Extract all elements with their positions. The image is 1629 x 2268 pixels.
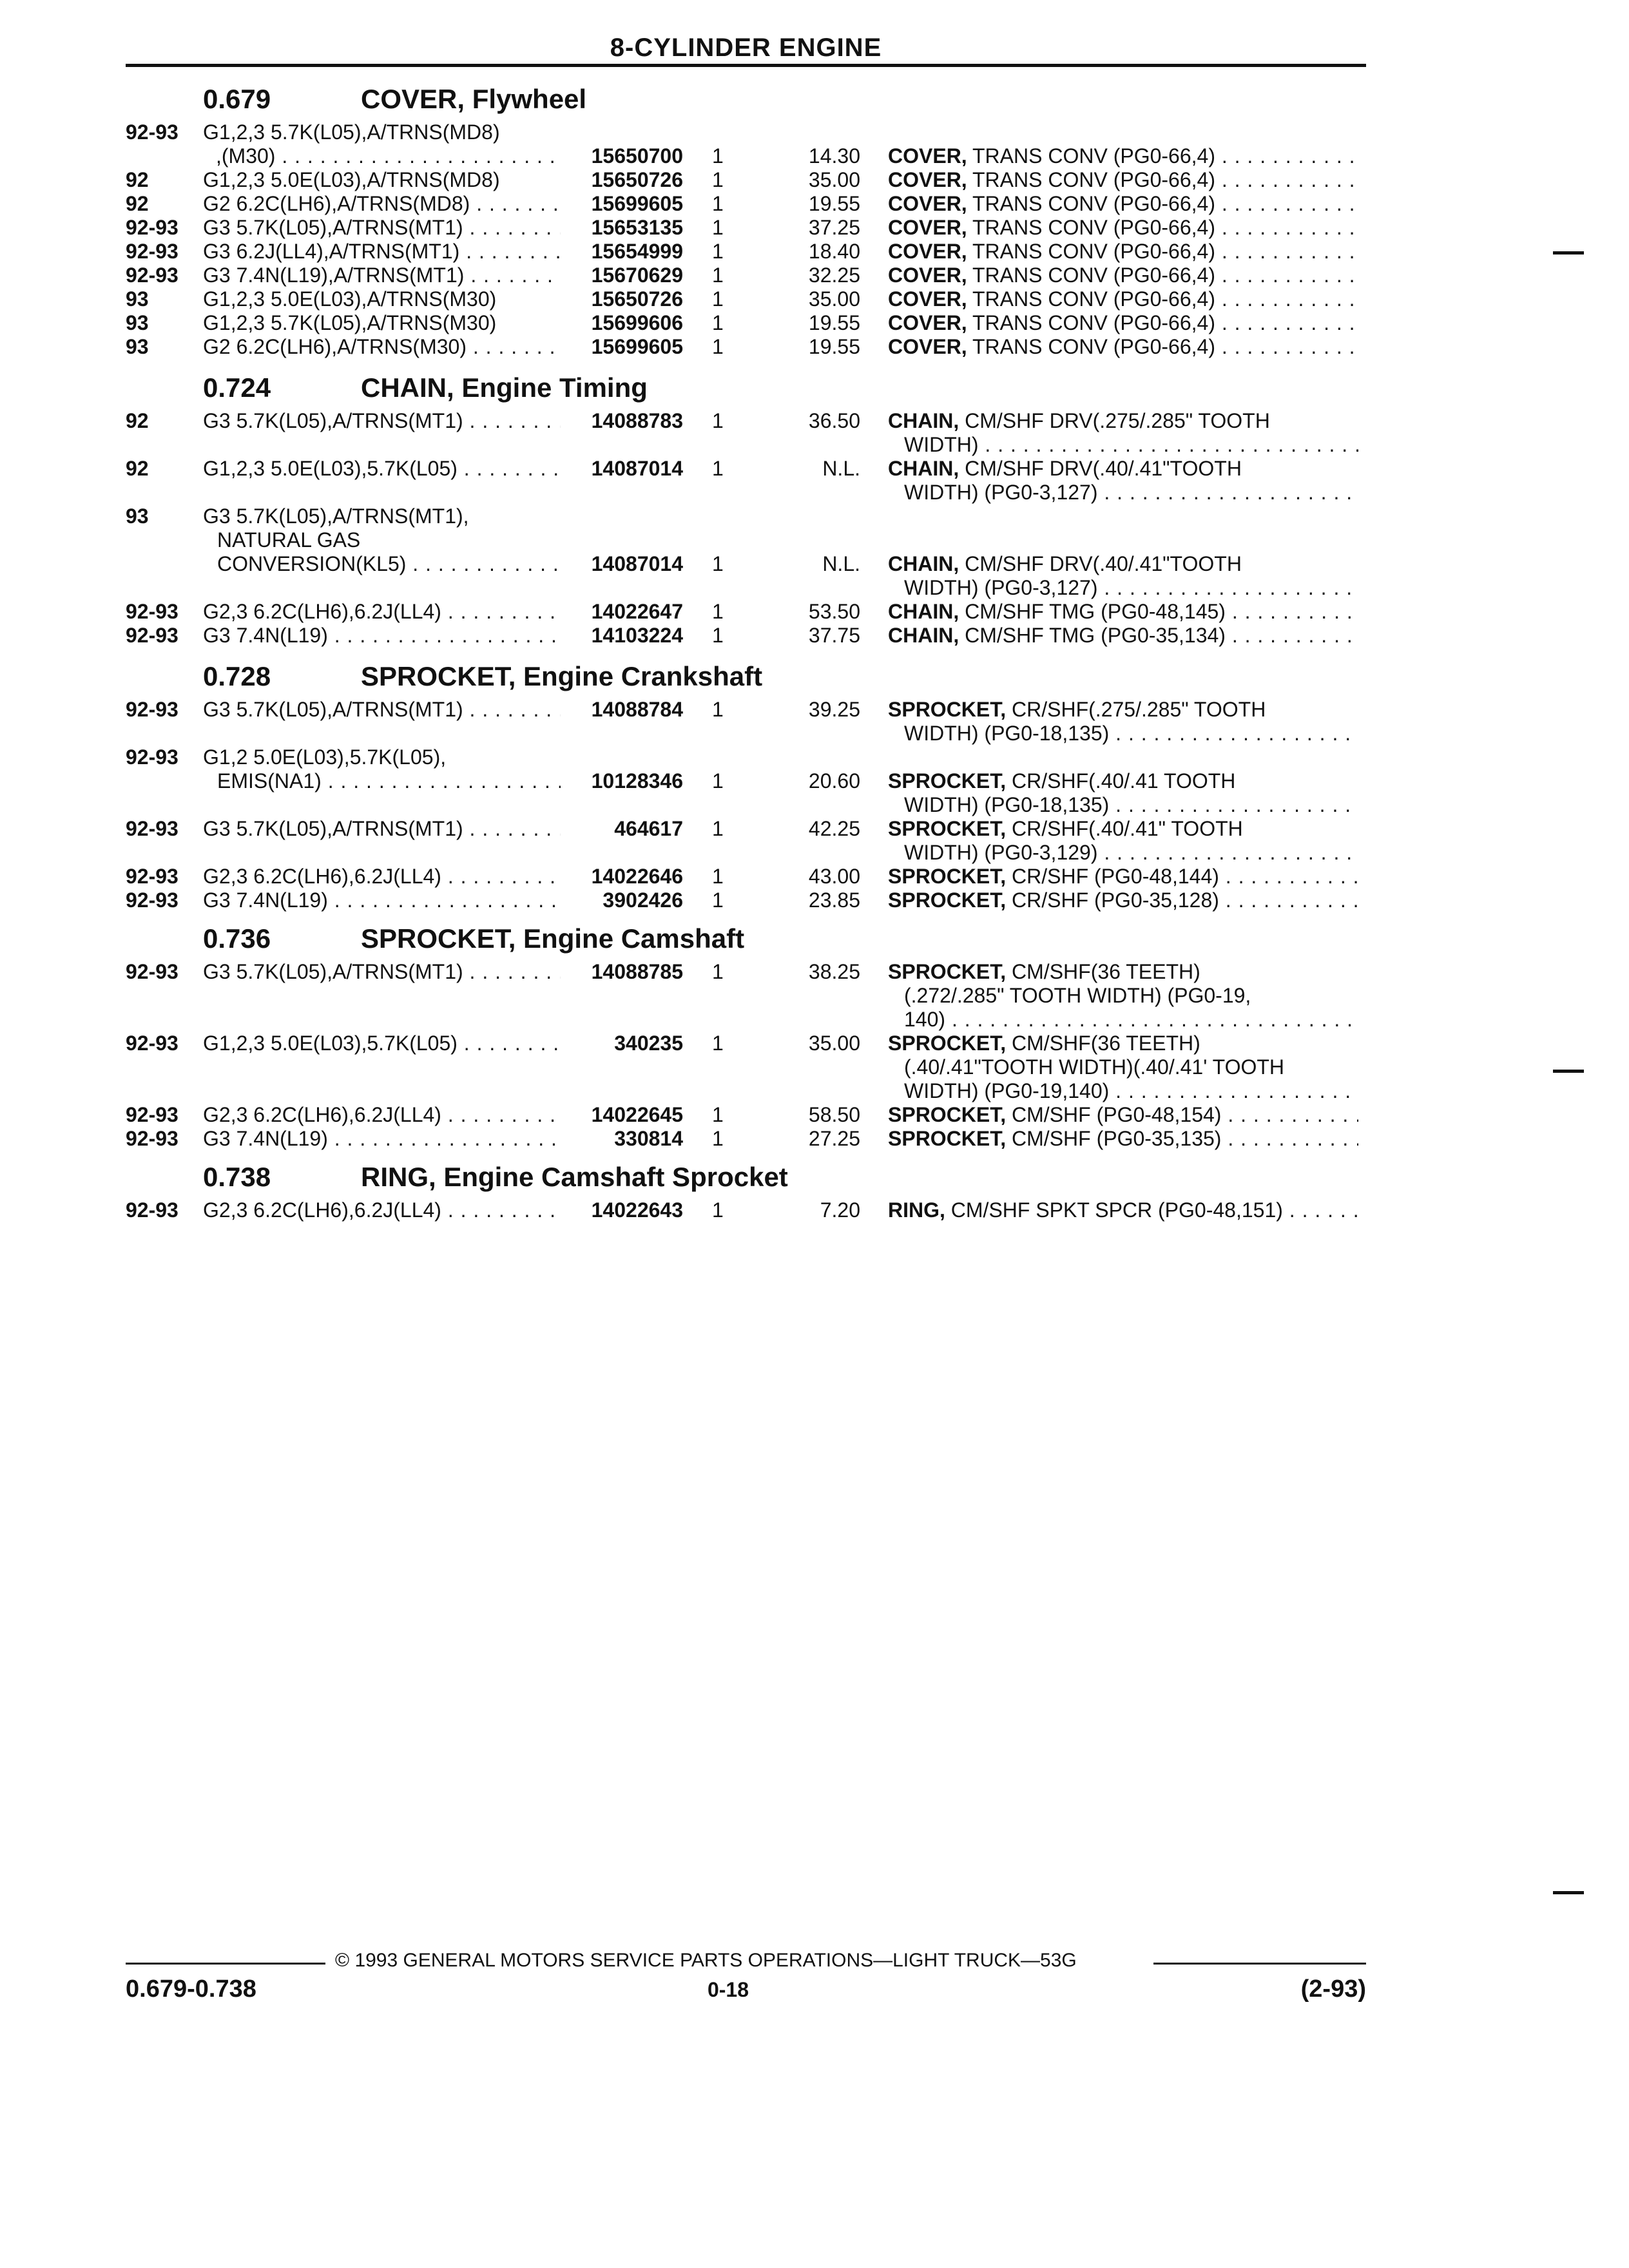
description — [888, 287, 1358, 311]
years: 92 — [126, 168, 149, 191]
quantity: 1 — [712, 335, 724, 358]
application: G1,2,3 5.0E(L03),5.7K(L05) . . . — [203, 1032, 561, 1055]
quantity: 1 — [712, 311, 724, 334]
application: G3 5.7K(L05),A/TRNS(MT1) . . . — [203, 817, 561, 841]
application: NATURAL GAS — [217, 528, 361, 552]
part-number: 14088785 — [591, 960, 683, 983]
description-text: TRANS CONV (PG0-66,4) — [967, 264, 1215, 287]
part-number: 14022646 — [591, 865, 683, 888]
description-text: TRANS CONV (PG0-66,4) — [967, 216, 1215, 239]
price: 23.85 — [808, 889, 860, 912]
section-title: SPROCKET, Engine Camshaft — [361, 923, 745, 954]
years: 92 — [126, 192, 149, 215]
part-number: 15653135 — [591, 216, 683, 239]
quantity: 1 — [712, 216, 724, 239]
description-text: TRANS CONV (PG0-66,4) — [967, 192, 1215, 215]
description-keyword: SPROCKET, — [888, 769, 1007, 793]
footer-date: (2-93) — [1300, 1975, 1366, 2003]
application: G3 5.7K(L05),A/TRNS(MT1) . . . — [203, 216, 561, 240]
description-keyword: COVER, — [888, 240, 967, 263]
description-keyword: CHAIN, — [888, 409, 959, 432]
description-continued: WIDTH) (PG0-3,129) . . . — [888, 841, 1358, 865]
description-text: CM/SHF (PG0-35,135) — [1006, 1127, 1222, 1150]
quantity: 1 — [712, 457, 724, 480]
application: G3 6.2J(LL4),A/TRNS(MT1) . . . — [203, 240, 561, 264]
years: 93 — [126, 311, 149, 334]
description — [888, 240, 1358, 264]
application: G1,2,3 5.7K(L05),A/TRNS(MD8) — [203, 120, 500, 144]
part-number: 14022647 — [591, 600, 683, 623]
years: 92-93 — [126, 120, 178, 144]
application: G3 5.7K(L05),A/TRNS(MT1) . . . — [203, 698, 561, 722]
years: 92-93 — [126, 624, 178, 647]
quantity: 1 — [712, 889, 724, 912]
application: G3 7.4N(L19) . . . — [203, 889, 561, 912]
description-text: TRANS CONV (PG0-66,4) — [967, 144, 1215, 168]
application: G3 5.7K(L05),A/TRNS(MT1), — [203, 505, 469, 528]
application: ,(M30) . . . — [203, 144, 561, 168]
title-rule — [126, 64, 1366, 67]
description-continued: WIDTH) (PG0-19,140) . . . — [888, 1079, 1358, 1103]
description-text: CM/SHF DRV(.275/.285" TOOTH — [959, 409, 1270, 432]
description — [888, 216, 1358, 240]
years: 93 — [126, 335, 149, 358]
description-continued: (.272/.285" TOOTH WIDTH) (PG0-19, — [904, 984, 1251, 1007]
part-number: 340235 — [614, 1032, 683, 1055]
description — [888, 457, 1358, 481]
application: G2 6.2C(LH6),A/TRNS(MD8) . . . — [203, 192, 561, 216]
section-title: COVER, Flywheel — [361, 84, 587, 114]
description-keyword: CHAIN, — [888, 457, 959, 480]
years: 92-93 — [126, 889, 178, 912]
quantity: 1 — [712, 192, 724, 215]
quantity: 1 — [712, 264, 724, 287]
years: 92-93 — [126, 1198, 178, 1222]
price: 32.25 — [808, 264, 860, 287]
description-text: TRANS CONV (PG0-66,4) — [967, 240, 1215, 263]
description-keyword: CHAIN, — [888, 624, 959, 647]
price: N.L. — [822, 457, 860, 480]
description — [888, 1032, 1358, 1055]
years: 92-93 — [126, 240, 178, 263]
description — [888, 192, 1358, 216]
description-keyword: COVER, — [888, 287, 967, 311]
description-keyword: RING, — [888, 1198, 945, 1222]
description-text: CM/SHF SPKT SPCR (PG0-48,151) — [945, 1198, 1283, 1222]
footer-page-number: 0-18 — [707, 1978, 749, 2001]
part-number: 15699606 — [591, 311, 683, 334]
price: 43.00 — [808, 865, 860, 888]
price: 35.00 — [808, 168, 860, 191]
quantity: 1 — [712, 552, 724, 575]
description-text: CM/SHF (PG0-48,154) — [1006, 1103, 1222, 1126]
description-keyword: COVER, — [888, 311, 967, 334]
quantity: 1 — [712, 240, 724, 263]
years: 93 — [126, 505, 149, 528]
description-text: CR/SHF(.275/.285" TOOTH — [1006, 698, 1266, 721]
price: 37.25 — [808, 216, 860, 239]
part-number: 15699605 — [591, 335, 683, 358]
years: 92-93 — [126, 1032, 178, 1055]
years: 92-93 — [126, 865, 178, 888]
years: 92-93 — [126, 1103, 178, 1126]
description-text: CM/SHF(36 TEETH) — [1006, 960, 1200, 983]
application: G1,2,3 5.7K(L05),A/TRNS(M30) — [203, 311, 497, 334]
price: 19.55 — [808, 335, 860, 358]
description — [888, 1198, 1358, 1222]
part-number: 14088784 — [591, 698, 683, 721]
price: 53.50 — [808, 600, 860, 623]
description-keyword: COVER, — [888, 168, 967, 191]
years: 92 — [126, 409, 149, 432]
description — [888, 1103, 1358, 1127]
years: 92-93 — [126, 698, 178, 721]
description-text: TRANS CONV (PG0-66,4) — [967, 168, 1215, 191]
section-number: 0.738 — [203, 1162, 271, 1192]
description-keyword: CHAIN, — [888, 552, 959, 575]
description-continued: WIDTH) (PG0-18,135) . . . — [888, 793, 1358, 817]
price: 18.40 — [808, 240, 860, 263]
quantity: 1 — [712, 624, 724, 647]
description-text: TRANS CONV (PG0-66,4) — [967, 335, 1215, 358]
section-number: 0.724 — [203, 372, 271, 403]
description — [888, 817, 1358, 841]
price: N.L. — [822, 552, 860, 575]
application: CONVERSION(KL5) . . . — [203, 552, 561, 576]
description — [888, 335, 1358, 359]
description-keyword: CHAIN, — [888, 600, 959, 623]
description-continued: WIDTH) . . . — [888, 433, 1358, 457]
quantity: 1 — [712, 409, 724, 432]
part-number: 14088783 — [591, 409, 683, 432]
description — [888, 865, 1358, 889]
price: 42.25 — [808, 817, 860, 840]
application: G1,2,3 5.0E(L03),5.7K(L05) . . . — [203, 457, 561, 481]
description-keyword: SPROCKET, — [888, 817, 1007, 840]
description — [888, 960, 1358, 984]
description-text: CM/SHF DRV(.40/.41"TOOTH — [959, 552, 1242, 575]
description-keyword: COVER, — [888, 335, 967, 358]
description-continued: 140) . . . — [888, 1008, 1358, 1032]
footer-rule-right — [1153, 1963, 1366, 1965]
description-keyword: SPROCKET, — [888, 889, 1007, 912]
part-number: 15650726 — [591, 168, 683, 191]
years: 92-93 — [126, 1127, 178, 1150]
footer-copyright: © 1993 GENERAL MOTORS SERVICE PARTS OPERATIONS—LIGHT TRUCK—53G — [335, 1950, 1077, 1971]
description — [888, 889, 1358, 912]
margin-mark — [1553, 1891, 1584, 1894]
application: G3 5.7K(L05),A/TRNS(MT1) . . . — [203, 409, 561, 433]
description-text: CR/SHF(.40/.41 TOOTH — [1006, 769, 1236, 793]
price: 37.75 — [808, 624, 860, 647]
footer-rule-left — [126, 1963, 325, 1965]
description-keyword: SPROCKET, — [888, 960, 1007, 983]
application: G1,2,3 5.0E(L03),A/TRNS(M30) — [203, 287, 497, 311]
application: G3 5.7K(L05),A/TRNS(MT1) . . . — [203, 960, 561, 984]
part-number: 15650726 — [591, 287, 683, 311]
quantity: 1 — [712, 1103, 724, 1126]
description — [888, 769, 1358, 793]
application: G1,2 5.0E(L03),5.7K(L05), — [203, 745, 447, 769]
quantity: 1 — [712, 600, 724, 623]
description-keyword: SPROCKET, — [888, 698, 1007, 721]
section-title: SPROCKET, Engine Crankshaft — [361, 661, 763, 691]
footer-range: 0.679-0.738 — [126, 1975, 256, 2003]
application: G3 7.4N(L19),A/TRNS(MT1) . . . — [203, 264, 561, 287]
application: G2,3 6.2C(LH6),6.2J(LL4) . . . — [203, 1103, 561, 1127]
description-continued: WIDTH) (PG0-3,127) . . . — [888, 481, 1358, 505]
application: G3 7.4N(L19) . . . — [203, 624, 561, 648]
description-continued: WIDTH) (PG0-3,127) . . . — [888, 576, 1358, 600]
description-text: CM/SHF TMG (PG0-48,145) — [959, 600, 1226, 623]
description — [888, 600, 1358, 624]
description — [888, 698, 1358, 722]
price: 19.55 — [808, 192, 860, 215]
quantity: 1 — [712, 168, 724, 191]
application: G2 6.2C(LH6),A/TRNS(M30) . . . — [203, 335, 561, 359]
description-text: TRANS CONV (PG0-66,4) — [967, 287, 1215, 311]
price: 38.25 — [808, 960, 860, 983]
price: 58.50 — [808, 1103, 860, 1126]
description — [888, 1127, 1358, 1151]
years: 93 — [126, 287, 149, 311]
description — [888, 624, 1358, 648]
section-title: CHAIN, Engine Timing — [361, 372, 648, 403]
margin-mark — [1553, 1070, 1584, 1073]
years: 92-93 — [126, 745, 178, 769]
description — [888, 264, 1358, 287]
part-number: 14103224 — [591, 624, 683, 647]
description-keyword: SPROCKET, — [888, 1032, 1007, 1055]
description — [888, 552, 1358, 576]
description — [888, 168, 1358, 192]
part-number: 3902426 — [602, 889, 683, 912]
description-text: TRANS CONV (PG0-66,4) — [967, 311, 1215, 334]
quantity: 1 — [712, 769, 724, 793]
margin-mark — [1553, 251, 1584, 255]
page-title: 8-CYLINDER ENGINE — [610, 34, 882, 62]
description-keyword: SPROCKET, — [888, 1103, 1007, 1126]
quantity: 1 — [712, 1127, 724, 1150]
part-number: 14087014 — [591, 457, 683, 480]
description-keyword: COVER, — [888, 216, 967, 239]
years: 92 — [126, 457, 149, 480]
price: 35.00 — [808, 1032, 860, 1055]
description-keyword: COVER, — [888, 264, 967, 287]
part-number: 330814 — [614, 1127, 683, 1150]
part-number: 14087014 — [591, 552, 683, 575]
description-text: CR/SHF (PG0-48,144) — [1006, 865, 1219, 888]
years: 92-93 — [126, 264, 178, 287]
application: G3 7.4N(L19) . . . — [203, 1127, 561, 1151]
part-number: 14022643 — [591, 1198, 683, 1222]
quantity: 1 — [712, 287, 724, 311]
price: 39.25 — [808, 698, 860, 721]
price: 20.60 — [808, 769, 860, 793]
price: 7.20 — [820, 1198, 860, 1222]
years: 92-93 — [126, 817, 178, 840]
quantity: 1 — [712, 865, 724, 888]
description-text: CR/SHF (PG0-35,128) — [1006, 889, 1219, 912]
quantity: 1 — [712, 144, 724, 168]
quantity: 1 — [712, 1032, 724, 1055]
description-keyword: SPROCKET, — [888, 1127, 1007, 1150]
price: 14.30 — [808, 144, 860, 168]
quantity: 1 — [712, 698, 724, 721]
years: 92-93 — [126, 960, 178, 983]
price: 27.25 — [808, 1127, 860, 1150]
part-number: 14022645 — [591, 1103, 683, 1126]
description-keyword: COVER, — [888, 192, 967, 215]
years: 92-93 — [126, 216, 178, 239]
years: 92-93 — [126, 600, 178, 623]
description-text: CM/SHF(36 TEETH) — [1006, 1032, 1200, 1055]
description-text: CR/SHF(.40/.41" TOOTH — [1006, 817, 1243, 840]
application: G1,2,3 5.0E(L03),A/TRNS(MD8) — [203, 168, 500, 191]
part-number: 15699605 — [591, 192, 683, 215]
description — [888, 311, 1358, 335]
description-text: CM/SHF DRV(.40/.41"TOOTH — [959, 457, 1242, 480]
application: G2,3 6.2C(LH6),6.2J(LL4) . . . — [203, 1198, 561, 1222]
section-number: 0.736 — [203, 923, 271, 954]
part-number: 15654999 — [591, 240, 683, 263]
quantity: 1 — [712, 1198, 724, 1222]
description — [888, 144, 1358, 168]
description-text: CM/SHF TMG (PG0-35,134) — [959, 624, 1226, 647]
description-keyword: SPROCKET, — [888, 865, 1007, 888]
section-title: RING, Engine Camshaft Sprocket — [361, 1162, 788, 1192]
application: EMIS(NA1) . . . — [203, 769, 561, 793]
description-keyword: COVER, — [888, 144, 967, 168]
application: G2,3 6.2C(LH6),6.2J(LL4) . . . — [203, 865, 561, 889]
quantity: 1 — [712, 960, 724, 983]
description-continued: WIDTH) (PG0-18,135) . . . — [888, 722, 1358, 745]
part-number: 15650700 — [591, 144, 683, 168]
part-number: 464617 — [614, 817, 683, 840]
description — [888, 409, 1358, 433]
price: 36.50 — [808, 409, 860, 432]
description-continued: (.40/.41"TOOTH WIDTH)(.40/.41' TOOTH — [904, 1055, 1285, 1079]
section-number: 0.679 — [203, 84, 271, 114]
price: 19.55 — [808, 311, 860, 334]
quantity: 1 — [712, 817, 724, 840]
part-number: 15670629 — [591, 264, 683, 287]
part-number: 10128346 — [591, 769, 683, 793]
section-number: 0.728 — [203, 661, 271, 691]
price: 35.00 — [808, 287, 860, 311]
application: G2,3 6.2C(LH6),6.2J(LL4) . . . — [203, 600, 561, 624]
